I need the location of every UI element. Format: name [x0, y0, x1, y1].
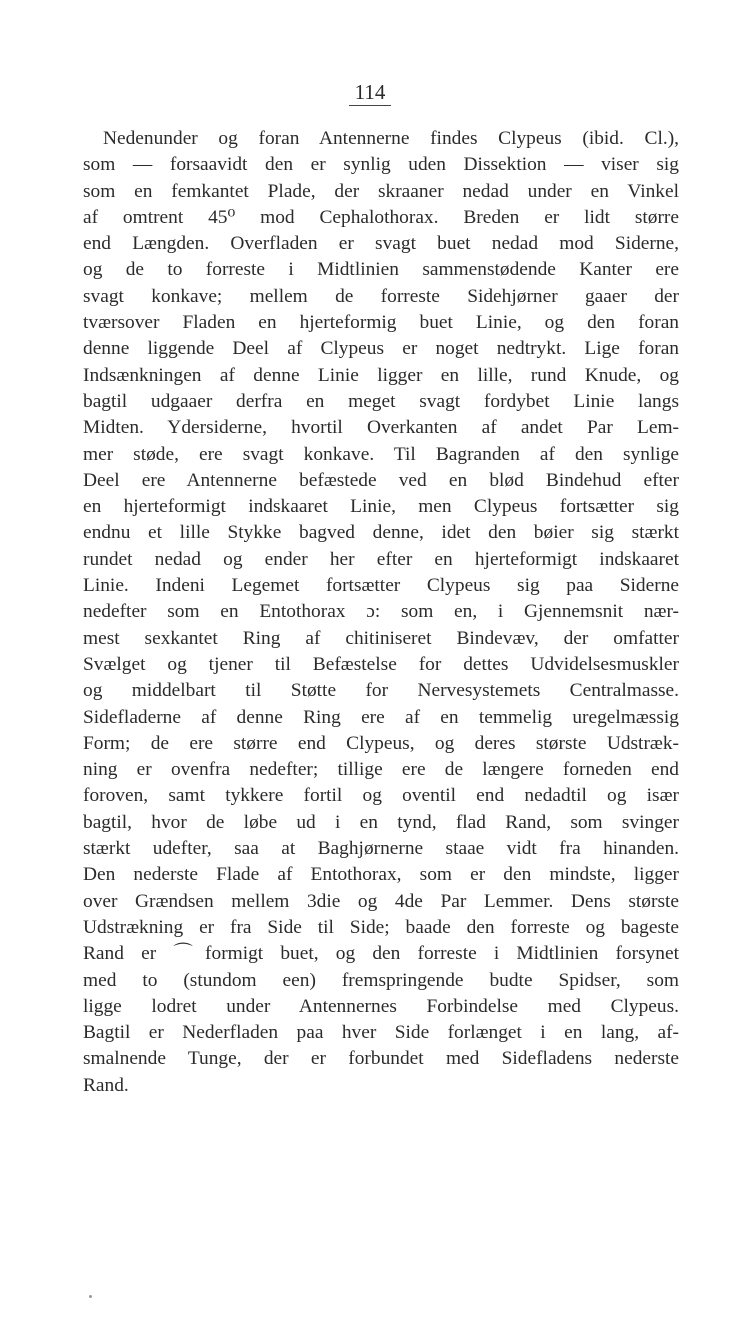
text-line: tværsover Fladen en hjerteformig buet Linie, og den foran — [83, 312, 679, 334]
text-line: Midten. Ydersiderne, hvortil Overkanten af andet Par Lem- — [83, 417, 679, 439]
text-line: som en femkantet Plade, der skraaner nedad under en Vinkel — [83, 180, 679, 202]
text-line: Deel ere Antennerne befæstede ved en blød Bindehud efter — [83, 469, 679, 491]
page-number — [0, 80, 740, 106]
text-line: bagtil, hvor de løbe ud i en tynd, flad Rand, som svinger — [83, 811, 679, 833]
text-line: rundet nedad og ender her efter en hjerteformigt indskaaret — [83, 548, 679, 570]
text-line: en hjerteformigt indskaaret Linie, men Clypeus fortsætter sig — [83, 496, 679, 518]
text-line: nedefter som en Entothorax ɔ: som en, i Gjennemsnit nær- — [83, 601, 679, 623]
text-line: ligge lodret under Antennernes Forbindelse med Clypeus. — [83, 995, 679, 1017]
text-line: foroven, samt tykkere fortil og oventil end nedadtil og især — [83, 785, 679, 807]
text-line: af omtrent 45⁰ mod Cephalothorax. Breden er lidt større — [83, 206, 679, 228]
text-line: Sidefladerne af denne Ring ere af en temmelig uregelmæssig — [83, 706, 679, 728]
text-line: Rand er ⌒formigt buet, og den forreste i Midtlinien forsynet — [83, 943, 679, 965]
text-line: med to (stundom een) fremspringende budte Spidser, som — [83, 969, 679, 991]
text-line: mer støde, ere svagt konkave. Til Bagranden af den synlige — [83, 443, 679, 465]
text-line: svagt konkave; mellem de forreste Sidehjørner gaaer der — [83, 285, 679, 307]
text-line: stærkt udefter, saa at Baghjørnerne staae vidt fra hinanden. — [83, 838, 679, 860]
text-line: smalnende Tunge, der er forbundet med Sidefladens nederste — [83, 1048, 679, 1070]
text-line: endnu et lille Stykke bagved denne, idet den bøier sig stærkt — [83, 522, 679, 544]
text-line: denne liggende Deel af Clypeus er noget nedtrykt. Lige foran — [83, 338, 679, 360]
text-line: Indsænkningen af denne Linie ligger en lille, rund Knude, og — [83, 364, 679, 386]
text-line: Form; de ere større end Clypeus, og deres største Udstræk- — [83, 732, 679, 754]
page-number-text: 114 — [349, 80, 392, 106]
text-line: Svælget og tjener til Befæstelse for dettes Udvidelsesmuskler — [83, 653, 679, 675]
text-line: Bagtil er Nederfladen paa hver Side forlænget i en lang, af- — [83, 1022, 679, 1044]
text-line: Den nederste Flade af Entothorax, som er den mindste, ligger — [83, 864, 679, 886]
text-line: og middelbart til Støtte for Nervesystemets Centralmasse. — [83, 680, 679, 702]
text-line: ning er ovenfra nedefter; tillige ere de længere forneden end — [83, 759, 679, 781]
paragraph — [83, 126, 679, 1099]
text-line: end Længden. Overfladen er svagt buet nedad mod Siderne, — [83, 233, 679, 255]
text-line: over Grændsen mellem 3die og 4de Par Lemmer. Dens største — [83, 890, 679, 912]
text-line: bagtil udgaaer derfra en meget svagt fordybet Linie langs — [83, 390, 679, 412]
text-line: Udstrækning er fra Side til Side; baade den forreste og bageste — [83, 916, 679, 938]
text-line: og de to forreste i Midtlinien sammenstødende Kanter ere — [83, 259, 679, 281]
text-line: Rand. — [83, 1074, 129, 1096]
text-line: Linie. Indeni Legemet fortsætter Clypeus sig paa Siderne — [83, 575, 679, 597]
text-line: Nedenunder og foran Antennerne findes Clypeus (ibid. Cl.), — [103, 128, 679, 149]
text-line: mest sexkantet Ring af chitiniseret Bindevæv, der omfatter — [83, 627, 679, 649]
scan-speck — [89, 1295, 92, 1298]
text-line: som — forsaavidt den er synlig uden Dissektion — viser sig — [83, 154, 679, 176]
